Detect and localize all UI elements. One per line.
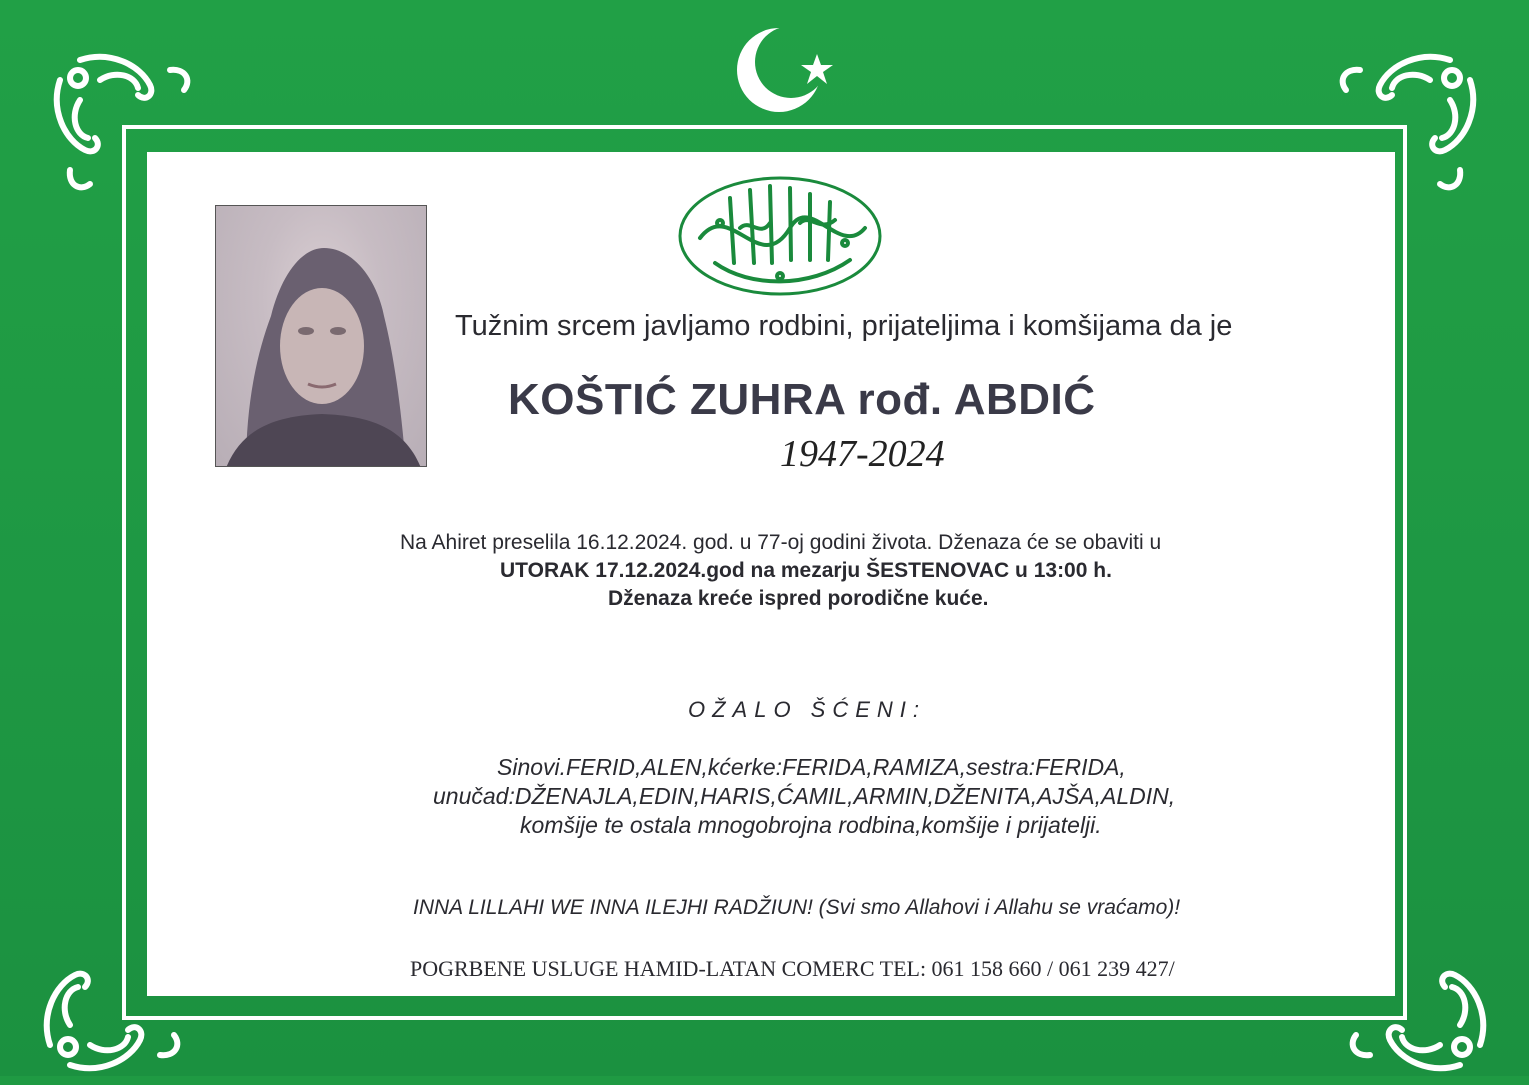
mourners-heading: OŽALO ŠĆENI: [688, 697, 927, 722]
details-line-1: Na Ahiret preselila 16.12.2024. god. u 77-oj godini života. Dženaza će se obaviti u [400, 531, 1162, 554]
details-line-2: UTORAK 17.12.2024.god na mezarju ŠESTENOVAC u 13:00 h. [500, 559, 1112, 582]
deceased-name: KOŠTIĆ ZUHRA rođ. ABDIĆ [508, 375, 1096, 424]
crescent-star-icon [735, 18, 845, 118]
portrait-photo [215, 205, 427, 467]
details-line-3: Dženaza kreće ispred porodične kuće. [608, 587, 989, 610]
family-line-3: komšije te ostala mnogobrojna rodbina,komšije i prijatelji. [520, 812, 1102, 838]
life-years: 1947-2024 [780, 433, 945, 475]
family-line-1: Sinovi.FERID,ALEN,kćerke:FERIDA,RAMIZA,sestra:FERIDA, [497, 754, 1126, 780]
prayer-text: INNA LILLAHI WE INNA ILEJHI RADŽIUN! (Svi smo Allahovi i Allahu se vraćamo)! [413, 896, 1181, 919]
funeral-service-footer: POGRBENE USLUGE HAMID-LATAN COMERC TEL: 061 158 660 / 061 239 427/ [410, 956, 1175, 981]
calligraphy-emblem [670, 168, 890, 303]
family-line-2: unučad:DŽENAJLA,EDIN,HARIS,ĆAMIL,ARMIN,DŽENITA,AJŠA,ALDIN, [433, 783, 1176, 809]
intro-text: Tužnim srcem javljamo rodbini, prijateljima i komšijama da je [455, 310, 1233, 342]
